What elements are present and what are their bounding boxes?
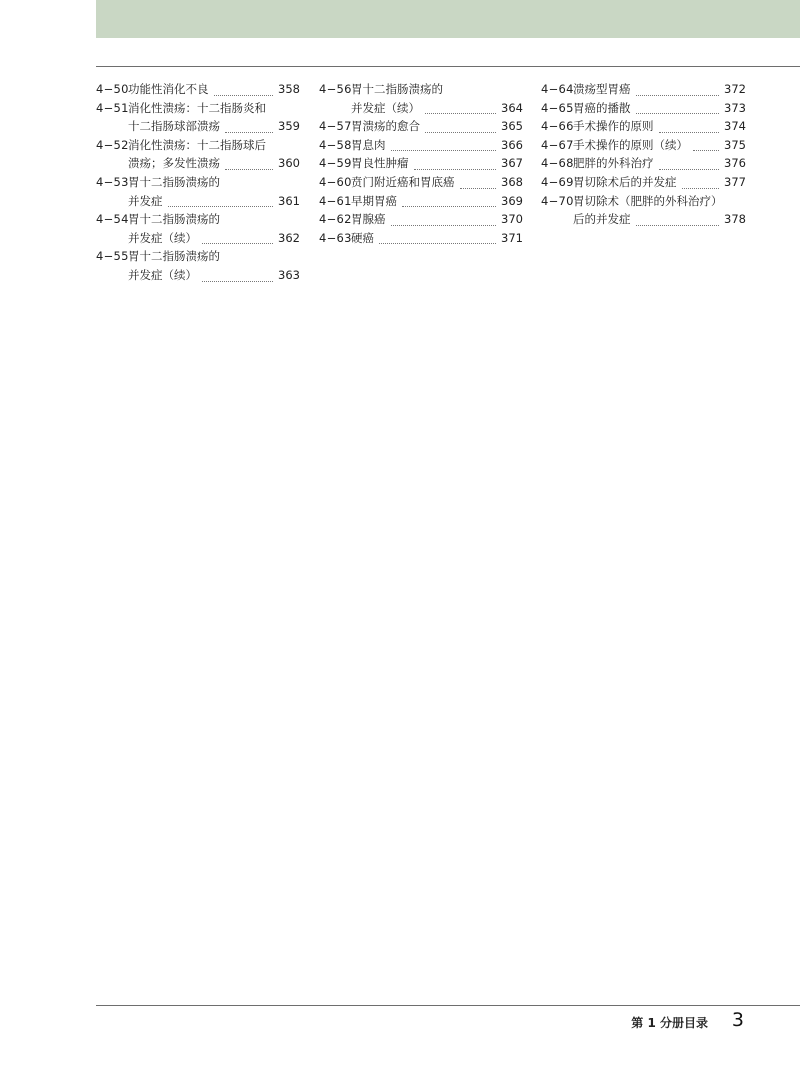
toc-entry[interactable] [319, 229, 523, 248]
toc-entry-page: 362 [278, 230, 300, 245]
toc-entry-number: 4−67 [541, 137, 574, 152]
toc-leader-dots [402, 189, 496, 208]
toc-entry-title: 早期胃癌 [351, 193, 397, 208]
toc-entry-page: 378 [724, 212, 746, 227]
toc-entry-indent [96, 117, 128, 136]
toc-entry-title: 胃十二指肠溃疡的 [128, 212, 220, 227]
toc-entry-page: 365 [501, 119, 523, 134]
toc-entry-title: 胃十二指肠溃疡的 [128, 249, 220, 264]
toc-entry-number: 4−55 [96, 249, 129, 264]
toc-entry-title: 手术操作的原则 [573, 119, 654, 134]
toc-entry-number: 4−58 [319, 137, 352, 152]
header-rule [96, 66, 800, 67]
toc-entry[interactable] [96, 80, 300, 99]
footer-rule [96, 1005, 800, 1006]
toc-entry-title: 胃十二指肠溃疡的 [128, 174, 220, 189]
toc-entry-title: 胃息肉 [351, 137, 386, 152]
toc-entry-number: 4−65 [541, 100, 574, 115]
toc-entry-title: 胃切除术后的并发症 [573, 174, 677, 189]
toc-leader-dots [682, 170, 720, 189]
toc-entry[interactable] [96, 154, 300, 173]
toc-entry-page: 375 [724, 137, 746, 152]
toc-entry-title: 胃癌的播散 [573, 100, 631, 115]
toc-entry-number: 4−61 [319, 193, 352, 208]
toc-leader-dots [425, 96, 496, 115]
toc-entry-page: 360 [278, 156, 300, 171]
toc-leader-dots [659, 114, 720, 133]
toc-entry-number: 4−60 [319, 174, 352, 189]
toc-entry-page: 369 [501, 193, 523, 208]
toc-leader-dots [636, 77, 720, 96]
footer-section-label: 第 1 分册目录 [631, 1016, 708, 1030]
toc-entry-page: 376 [724, 156, 746, 171]
toc-entry-indent [96, 192, 128, 211]
toc-entry-title: 溃疡；多发性溃疡 [128, 156, 220, 171]
toc-entry-page: 372 [724, 82, 746, 96]
toc-entry-page: 364 [501, 100, 523, 115]
toc-leader-dots [425, 114, 496, 133]
toc-entry-title: 胃腺癌 [351, 212, 386, 227]
toc-entry-indent [541, 210, 573, 229]
toc-entry-number: 4−59 [319, 156, 352, 171]
page-number: 3 [731, 1009, 744, 1031]
toc-entry-title: 后的并发症 [573, 212, 631, 227]
toc-leader-dots [202, 226, 273, 245]
toc-entry-number: 4−66 [541, 119, 574, 134]
toc-entry-number: 4−50 [96, 82, 129, 96]
toc-column-1 [96, 80, 300, 285]
toc-entry[interactable] [96, 192, 300, 211]
toc-entry-title: 消化性溃疡：十二指肠炎和 [128, 100, 266, 115]
toc-entry-page: 373 [724, 100, 746, 115]
toc-entry-number: 4−63 [319, 230, 352, 245]
toc-entry-number: 4−70 [541, 193, 574, 208]
toc-entry-page: 367 [501, 156, 523, 171]
toc-entry-number: 4−51 [96, 100, 129, 115]
toc-entry-number: 4−64 [541, 82, 574, 96]
toc-entry-number: 4−56 [319, 82, 352, 96]
toc-leader-dots [693, 133, 719, 152]
toc-leader-dots [391, 133, 497, 152]
toc-entry-title: 消化性溃疡：十二指肠球后 [128, 137, 266, 152]
toc-leader-dots [460, 170, 497, 189]
toc-leader-dots [225, 114, 273, 133]
toc-entry[interactable] [541, 210, 746, 229]
toc-entry[interactable] [96, 229, 300, 248]
toc-entry-page: 371 [501, 230, 523, 245]
toc-entry-title: 手术操作的原则（续） [573, 137, 688, 152]
toc-leader-dots [636, 96, 720, 115]
toc-entry-title: 胃良性肿瘤 [351, 156, 409, 171]
toc-entry-page: 377 [724, 174, 746, 189]
toc-entry-indent [96, 229, 128, 248]
toc-entry-page: 358 [278, 82, 300, 96]
toc-entry-title: 胃溃疡的愈合 [351, 119, 420, 134]
toc-leader-dots [225, 151, 273, 170]
toc-entry[interactable] [541, 173, 746, 192]
toc-entry-number: 4−57 [319, 119, 352, 134]
toc-entry-page: 374 [724, 119, 746, 134]
header-band [96, 0, 800, 38]
toc-entry-page: 361 [278, 193, 300, 208]
toc-entry-title: 并发症（续） [351, 100, 420, 115]
toc-entry-number: 4−68 [541, 156, 574, 171]
toc-entry-indent [319, 99, 351, 118]
toc-entry-title: 并发症 [128, 193, 163, 208]
toc-entry-title: 溃疡型胃癌 [573, 82, 631, 96]
toc-entry-number: 4−62 [319, 212, 352, 227]
toc-leader-dots [214, 77, 274, 96]
toc-entry-title: 胃十二指肠溃疡的 [351, 82, 443, 96]
toc-leader-dots [168, 189, 274, 208]
toc-column-3 [541, 80, 746, 229]
toc-leader-dots [414, 151, 497, 170]
toc-entry-number: 4−69 [541, 174, 574, 189]
toc-entry-title: 胃切除术（肥胖的外科治疗） [573, 193, 723, 208]
toc-entry-title: 并发症（续） [128, 230, 197, 245]
toc-entry-title: 功能性消化不良 [128, 82, 209, 96]
toc-entry[interactable] [96, 117, 300, 136]
toc-entry-page: 368 [501, 174, 523, 189]
toc-entry-page: 363 [278, 267, 300, 282]
toc-entry[interactable] [96, 266, 300, 285]
toc-entry-title: 肥胖的外科治疗 [573, 156, 654, 171]
toc-leader-dots [202, 263, 273, 282]
toc-leader-dots [379, 226, 496, 245]
toc-entry-number: 4−52 [96, 137, 129, 152]
toc-entry-number: 4−54 [96, 212, 129, 227]
toc-entry-page: 359 [278, 119, 300, 134]
toc-leader-dots [636, 207, 720, 226]
toc-leader-dots [659, 151, 720, 170]
toc-entry-title: 贲门附近癌和胃底癌 [351, 174, 455, 189]
toc-entry-indent [96, 266, 128, 285]
toc-entry-page: 370 [501, 212, 523, 227]
toc-entry-indent [96, 154, 128, 173]
toc-entry-number: 4−53 [96, 174, 129, 189]
toc-leader-dots [391, 207, 497, 226]
toc-entry-title: 并发症（续） [128, 267, 197, 282]
toc-column-2 [319, 80, 523, 247]
toc-entry-title: 硬癌 [351, 230, 374, 245]
toc-entry-page: 366 [501, 137, 523, 152]
toc-entry-title: 十二指肠球部溃疡 [128, 119, 220, 134]
